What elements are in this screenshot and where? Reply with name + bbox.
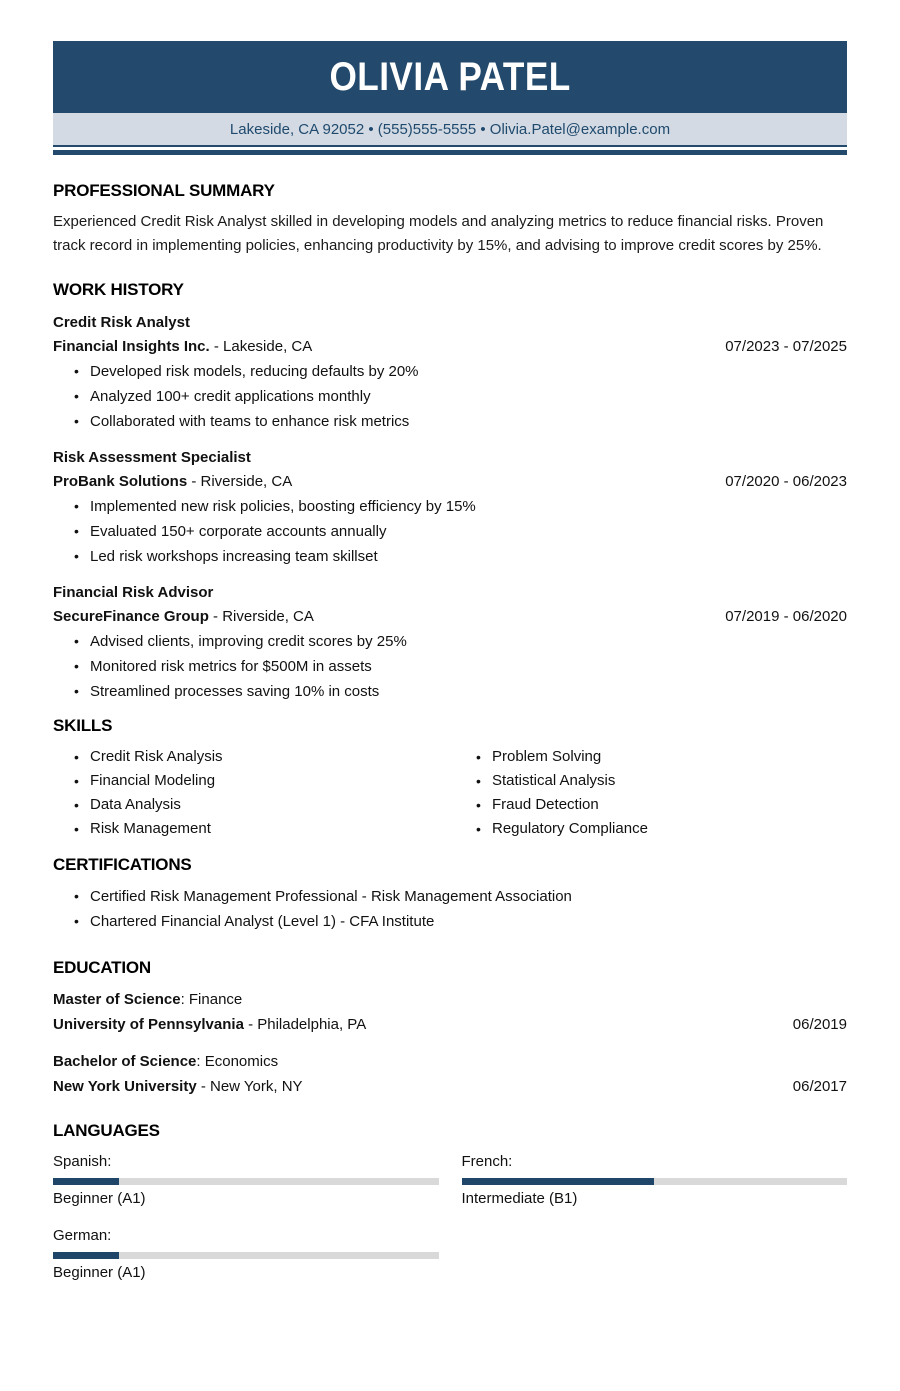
language-progress-track — [462, 1178, 848, 1185]
language-name: French: — [461, 1153, 513, 1170]
section-certifications — [53, 855, 847, 934]
section-languages — [53, 1121, 847, 1299]
job-entry — [53, 446, 847, 569]
language-level: Beginner (A1) — [53, 1190, 146, 1207]
summary-paragraph: Experienced Credit Risk Analyst skilled in developing models and analyzing metrics to reduce financial risks. Proven track record in implementing policies, enhancing productivity by 15%, and advising to improve credit scores by 25%. — [53, 213, 824, 254]
name-banner — [53, 41, 847, 113]
contact-info: Lakeside, CA 92052 • (555)555-5555 • Olivia.Patel@example.com — [229, 120, 671, 138]
job-dates: 07/2023 - 07/2025 — [725, 338, 847, 355]
job-subline — [53, 334, 847, 359]
section-heading-skills: SKILLS — [53, 716, 113, 735]
education-entry — [53, 1050, 847, 1099]
job-company: ProBank Solutions — [53, 473, 188, 490]
skills-right-column — [455, 745, 847, 841]
job-dates: 07/2019 - 06/2020 — [725, 608, 847, 625]
certification-list — [53, 884, 847, 934]
education-degree-line — [53, 988, 847, 1012]
job-bullet: • Monitored risk metrics for $500M in assets — [53, 654, 847, 679]
skills-columns — [53, 745, 847, 841]
candidate-name: OLIVIA PATEL — [329, 54, 571, 99]
skill-item: • Financial Modeling — [53, 769, 445, 793]
job-location: - Riverside, CA — [187, 473, 293, 490]
education-location: - New York, NY — [196, 1078, 303, 1095]
education-school-location — [53, 1074, 303, 1099]
section-education — [53, 958, 847, 1099]
job-bullet: • Advised clients, improving credit scores by 25% — [53, 629, 847, 654]
job-title: Credit Risk Analyst — [53, 314, 190, 331]
skill-item: • Data Analysis — [53, 793, 445, 817]
language-item — [53, 1151, 439, 1211]
job-bullet: • Analyzed 100+ credit applications monthly — [53, 384, 847, 409]
job-subline — [53, 604, 847, 629]
job-company-location — [53, 334, 312, 359]
skill-item: • Statistical Analysis — [455, 769, 847, 793]
job-company: SecureFinance Group — [53, 608, 209, 625]
skill-item: • Risk Management — [53, 817, 445, 841]
education-date: 06/2017 — [792, 1078, 847, 1095]
skill-item: • Fraud Detection — [455, 793, 847, 817]
job-company-location — [53, 469, 292, 494]
education-school: New York University — [53, 1078, 197, 1095]
skills-left-column — [53, 745, 445, 841]
section-heading-languages: LANGUAGES — [53, 1121, 160, 1140]
language-level: Beginner (A1) — [53, 1264, 146, 1281]
language-item — [462, 1151, 848, 1211]
language-name: Spanish: — [53, 1153, 112, 1170]
resume-page — [0, 41, 900, 1391]
education-entry — [53, 988, 847, 1037]
section-heading-professional-summary: PROFESSIONAL SUMMARY — [53, 181, 275, 200]
section-work-history — [53, 280, 847, 704]
education-field: : Finance — [180, 991, 243, 1008]
job-company-location — [53, 604, 314, 629]
job-dates: 07/2020 - 06/2023 — [725, 473, 847, 490]
job-company: Financial Insights Inc. — [53, 338, 210, 355]
language-progress-track — [53, 1178, 439, 1185]
job-entry — [53, 311, 847, 434]
language-name: German: — [53, 1227, 112, 1244]
education-field: : Economics — [196, 1053, 279, 1070]
section-skills — [53, 716, 847, 841]
job-bullet-list — [53, 494, 847, 569]
job-bullet: • Evaluated 150+ corporate accounts annually — [53, 519, 847, 544]
skill-item: • Credit Risk Analysis — [53, 745, 445, 769]
education-location: - Philadelphia, PA — [243, 1016, 367, 1033]
contact-bar — [53, 113, 847, 147]
education-school-location — [53, 1012, 366, 1037]
languages-grid — [53, 1151, 847, 1299]
header-divider — [53, 150, 847, 155]
section-heading-work-history: WORK HISTORY — [53, 280, 184, 299]
language-progress-fill — [462, 1178, 655, 1185]
language-progress-fill — [53, 1178, 119, 1185]
education-degree: Bachelor of Science — [53, 1053, 197, 1070]
certification-item: • Chartered Financial Analyst (Level 1) - CFA Institute — [53, 909, 847, 934]
language-progress-track — [53, 1252, 439, 1259]
job-subline — [53, 469, 847, 494]
job-bullet: • Led risk workshops increasing team skillset — [53, 544, 847, 569]
education-degree-line — [53, 1050, 847, 1074]
job-bullet: • Streamlined processes saving 10% in costs — [53, 679, 847, 704]
job-location: - Riverside, CA — [208, 608, 314, 625]
section-professional-summary — [53, 181, 847, 258]
skill-item: • Problem Solving — [455, 745, 847, 769]
education-school-line — [53, 1074, 847, 1099]
education-date: 06/2019 — [792, 1016, 847, 1033]
language-item — [53, 1225, 439, 1285]
education-degree: Master of Science — [53, 991, 181, 1008]
job-bullet: • Developed risk models, reducing defaults by 20% — [53, 359, 847, 384]
job-title: Financial Risk Advisor — [53, 584, 214, 601]
job-location: - Lakeside, CA — [209, 338, 313, 355]
language-progress-fill — [53, 1252, 119, 1259]
education-school: University of Pennsylvania — [53, 1016, 244, 1033]
job-bullet-list — [53, 629, 847, 704]
skill-item: • Regulatory Compliance — [455, 817, 847, 841]
job-entry — [53, 581, 847, 704]
education-school-line — [53, 1012, 847, 1037]
section-heading-education: EDUCATION — [53, 958, 151, 977]
section-heading-certifications: CERTIFICATIONS — [53, 855, 192, 874]
certification-item: • Certified Risk Management Professional - Risk Management Association — [53, 884, 847, 909]
job-title: Risk Assessment Specialist — [53, 449, 251, 466]
job-bullet: • Collaborated with teams to enhance risk metrics — [53, 409, 847, 434]
job-bullet-list — [53, 359, 847, 434]
language-level: Intermediate (B1) — [461, 1190, 578, 1207]
job-bullet: • Implemented new risk policies, boosting efficiency by 15% — [53, 494, 847, 519]
